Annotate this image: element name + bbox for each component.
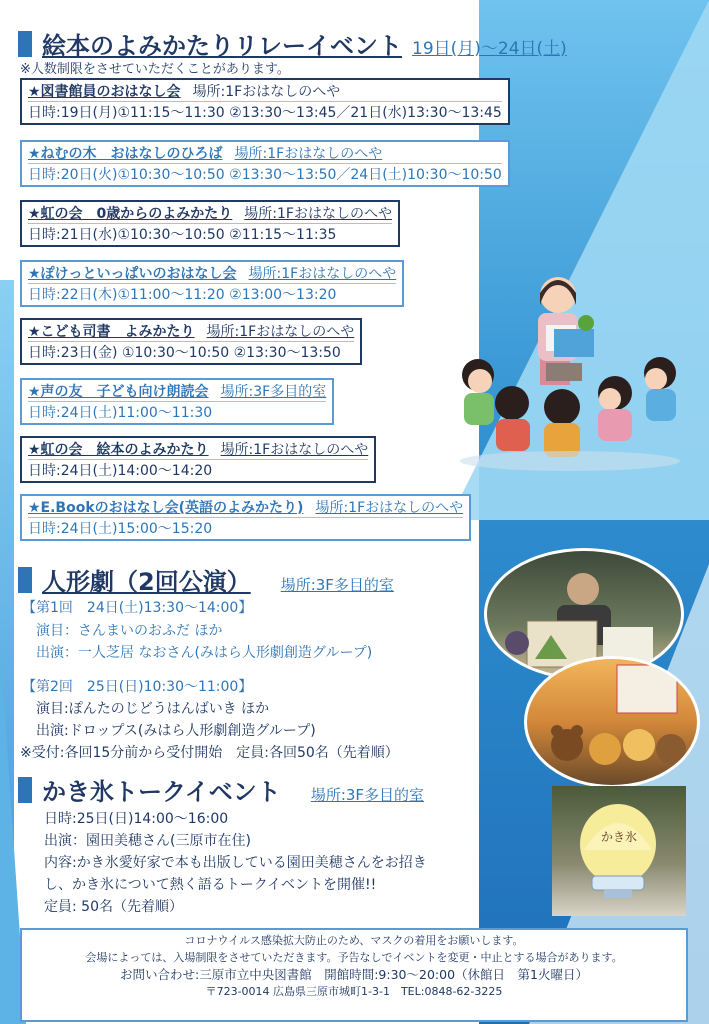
event-place: 場所:1Fおはなしのへや — [220, 442, 369, 458]
puppet-show1-program: 演目：さんまいのおふだ ほか — [36, 623, 223, 639]
kakigori-title: かき氷トークイベント — [42, 778, 281, 806]
footer-line-contact: お問い合わせ:三原市立中央図書館 開館時間:9:30～20:00（休館日 第1火曜日） — [120, 967, 588, 982]
event-box — [20, 140, 510, 187]
footer-notice — [20, 928, 688, 1022]
kakigori-place: 場所:3F多目的室 — [310, 786, 425, 804]
event-box — [20, 260, 404, 307]
kakigori-photo-sign: かき氷 — [600, 830, 637, 844]
puppet-section-heading — [18, 562, 394, 597]
event-name: ★ねむの木 おはなしのひろば — [28, 146, 223, 162]
event-box — [20, 378, 334, 425]
puppet-show1-cast: 出演：一人芝居 なおさん(みはら人形劇創造グループ) — [36, 645, 373, 661]
event-name: ★虹の会 0歳からのよみかたり — [28, 206, 233, 222]
heading-bar — [18, 31, 32, 57]
relay-note: ※人数制限をさせていただくことがあります。 — [20, 62, 290, 77]
event-box — [20, 494, 471, 541]
relay-dates: 19日(月)～24日(土) — [412, 39, 567, 59]
heading-bar — [18, 567, 32, 593]
event-time: 日時:19日(月)①11:15～11:30 ②13:30～13:45／21日(水)13:30～13:45 — [28, 101, 502, 122]
event-place: 場所:1Fおはなしのへや — [206, 324, 355, 340]
event-name: ★E.Bookのおはなし会(英語のよみかたり) — [28, 500, 304, 516]
footer-line-restriction: 会場によっては、入場制限をさせていただきます。予告なしでイベントを変更・中止とする場合があります。 — [85, 951, 623, 964]
event-name: ★ぽけっといっぱいのおはなし会 — [28, 266, 237, 282]
kakigori-content-line2: し、かき氷について熱く語るトークイベントを開催!! — [44, 877, 377, 893]
event-box — [20, 78, 510, 125]
event-time: 日時:20日(火)①10:30～10:50 ②13:30～13:50／24日(土)10:30～10:50 — [28, 163, 502, 184]
event-place: 場所:3F多目的室 — [220, 384, 327, 400]
event-box — [20, 436, 376, 483]
event-time: 日時:21日(水)①10:30～10:50 ②11:15～11:35 — [28, 223, 392, 244]
kakigori-date: 日時:25日(日)14:00～16:00 — [44, 811, 229, 827]
kakigori-photo — [552, 786, 686, 916]
puppet-animals-photo — [524, 656, 700, 788]
relay-title: 絵本のよみかたりリレーイベント — [42, 32, 402, 60]
event-place: 場所:1Fおはなしのへや — [315, 500, 464, 516]
storytime-illustration — [450, 255, 690, 475]
event-place: 場所:1Fおはなしのへや — [248, 266, 397, 282]
footer-line-mask: コロナウイルス感染拡大防止のため、マスクの着用をお願いします。 — [184, 934, 524, 947]
heading-bar — [18, 777, 32, 803]
kakigori-cast: 出演：園田美穂さん(三原市在住) — [44, 833, 251, 849]
puppet-show2-cast: 出演:ドロップス(みはら人形劇創造グループ) — [36, 723, 316, 739]
event-time: 日時:24日(土)15:00～15:20 — [28, 517, 463, 538]
event-box — [20, 318, 362, 365]
event-name: ★図書館員のおはなし会 — [28, 84, 181, 100]
event-name: ★声の友 子ども向け朗読会 — [28, 384, 209, 400]
event-time: 日時:24日(土)11:00～11:30 — [28, 401, 326, 422]
puppet-place: 場所:3F多目的室 — [280, 576, 394, 594]
puppet-show1-heading: 【第1回 24日(土)13:30～14:00】 — [22, 600, 253, 616]
relay-section-heading — [18, 26, 567, 61]
event-time: 日時:23日(金) ①10:30～10:50 ②13:30～13:50 — [28, 341, 354, 362]
kakigori-capacity: 定員: 50名（先着順） — [44, 899, 183, 915]
event-place: 場所:1Fおはなしのへや — [244, 206, 392, 222]
footer-line-address: 〒723-0014 広島県三原市城町1-3-1 TEL:0848-62-3225 — [205, 985, 503, 998]
puppet-reception: ※受付:各回15分前から受付開始 定員:各回50名（先着順） — [20, 745, 399, 761]
event-name: ★虹の会 絵本のよみかたり — [28, 442, 209, 458]
kakigori-content-line1: 内容:かき氷愛好家で本も出版している園田美穂さんをお招き — [44, 855, 427, 871]
puppet-show2-heading: 【第2回 25日(日)10:30～11:00】 — [22, 679, 253, 695]
puppet-title: 人形劇（2回公演） — [42, 568, 251, 596]
event-time: 日時:22日(木)①11:00～11:20 ②13:00～13:20 — [28, 283, 396, 304]
kakigori-section-heading — [18, 772, 424, 807]
event-place: 場所:1Fおはなしのへや — [234, 146, 383, 162]
event-place: 場所:1Fおはなしのへや — [192, 84, 341, 100]
event-box — [20, 200, 400, 247]
puppet-show2-program: 演目:ぽんたのじどうはんばいき ほか — [36, 701, 270, 717]
event-time: 日時:24日(土)14:00～14:20 — [28, 459, 368, 480]
event-name: ★こども司書 よみかたり — [28, 324, 195, 340]
